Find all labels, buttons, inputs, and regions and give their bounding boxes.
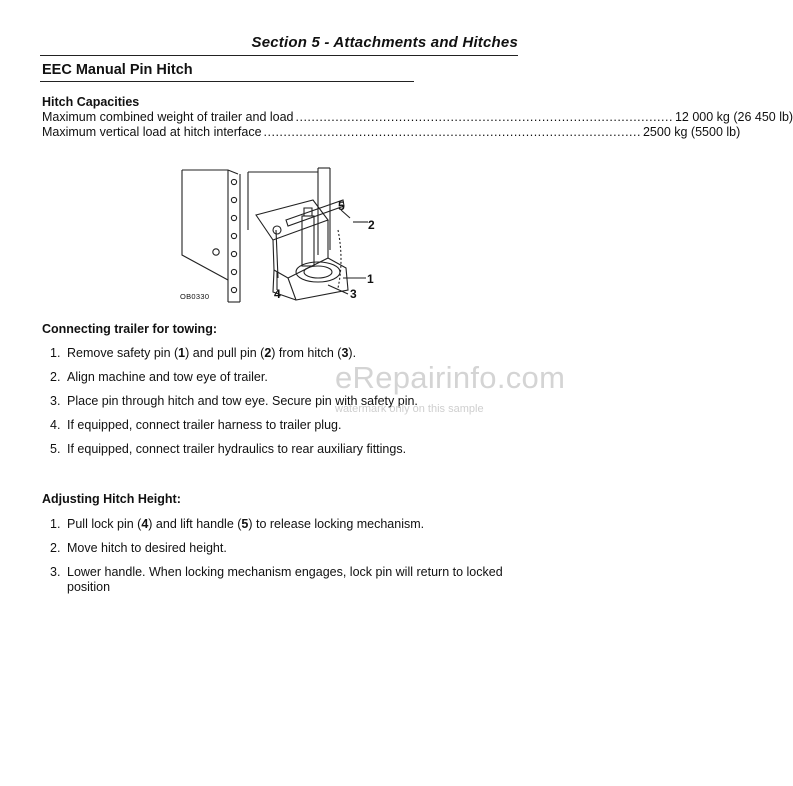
capacity-value: 2500 kg (5500 lb) (642, 125, 741, 139)
capacity-value: 12 000 kg (26 450 lb) (674, 110, 793, 124)
page-title: EEC Manual Pin Hitch (42, 62, 193, 78)
step-number: 3. (50, 394, 61, 408)
callout-1: 1 (367, 272, 374, 286)
watermark: eRepairinfo.com (335, 360, 566, 395)
list-item (50, 541, 520, 556)
capacity-row (42, 110, 793, 125)
leader-dots: ............................................................................................... (263, 125, 641, 139)
section-header: Section 5 - Attachments and Hitches (251, 34, 518, 51)
list-item (50, 517, 520, 532)
step-text: Remove safety pin (1) and pull pin (2) from hitch (3). (67, 346, 357, 360)
step-text: Lower handle. When locking mechanism engages, lock pin will return to locked position (67, 565, 503, 594)
step-text: Align machine and tow eye of trailer. (67, 370, 268, 384)
step-text: Pull lock pin (4) and lift handle (5) to release locking mechanism. (67, 517, 425, 531)
capacity-row (42, 125, 741, 140)
list-item (50, 346, 520, 361)
step-number: 1. (50, 346, 61, 360)
title-rule (40, 81, 414, 82)
step-number: 2. (50, 541, 61, 555)
leader-dots: ............................................................................................... (295, 110, 673, 124)
step-number: 3. (50, 565, 61, 579)
step-number: 5. (50, 442, 61, 456)
callout-2: 2 (368, 218, 375, 232)
watermark-note: watermark only on this sample (335, 403, 484, 415)
step-text: If equipped, connect trailer hydraulics to rear auxiliary fittings. (67, 442, 407, 456)
adjusting-heading: Adjusting Hitch Height: (42, 492, 181, 506)
list-item (50, 418, 520, 433)
capacities-heading: Hitch Capacities (42, 95, 140, 109)
step-number: 4. (50, 418, 61, 432)
step-text: Place pin through hitch and tow eye. Secure pin with safety pin. (67, 394, 418, 408)
capacity-label: Maximum combined weight of trailer and load (42, 110, 294, 124)
callout-3: 3 (350, 287, 357, 301)
step-text: If equipped, connect trailer harness to trailer plug. (67, 418, 342, 432)
step-number: 2. (50, 370, 61, 384)
list-item (50, 442, 520, 457)
capacity-label: Maximum vertical load at hitch interface (42, 125, 262, 139)
callout-5: 5 (338, 199, 345, 213)
step-text: Move hitch to desired height. (67, 541, 227, 555)
list-item (50, 565, 505, 595)
step-number: 1. (50, 517, 61, 531)
connecting-heading: Connecting trailer for towing: (42, 322, 217, 336)
adjusting-steps (50, 517, 520, 595)
figure-id: OB0330 (180, 292, 210, 301)
header-rule (40, 55, 518, 56)
callout-4: 4 (274, 287, 281, 301)
hitch-illustration (178, 160, 388, 310)
